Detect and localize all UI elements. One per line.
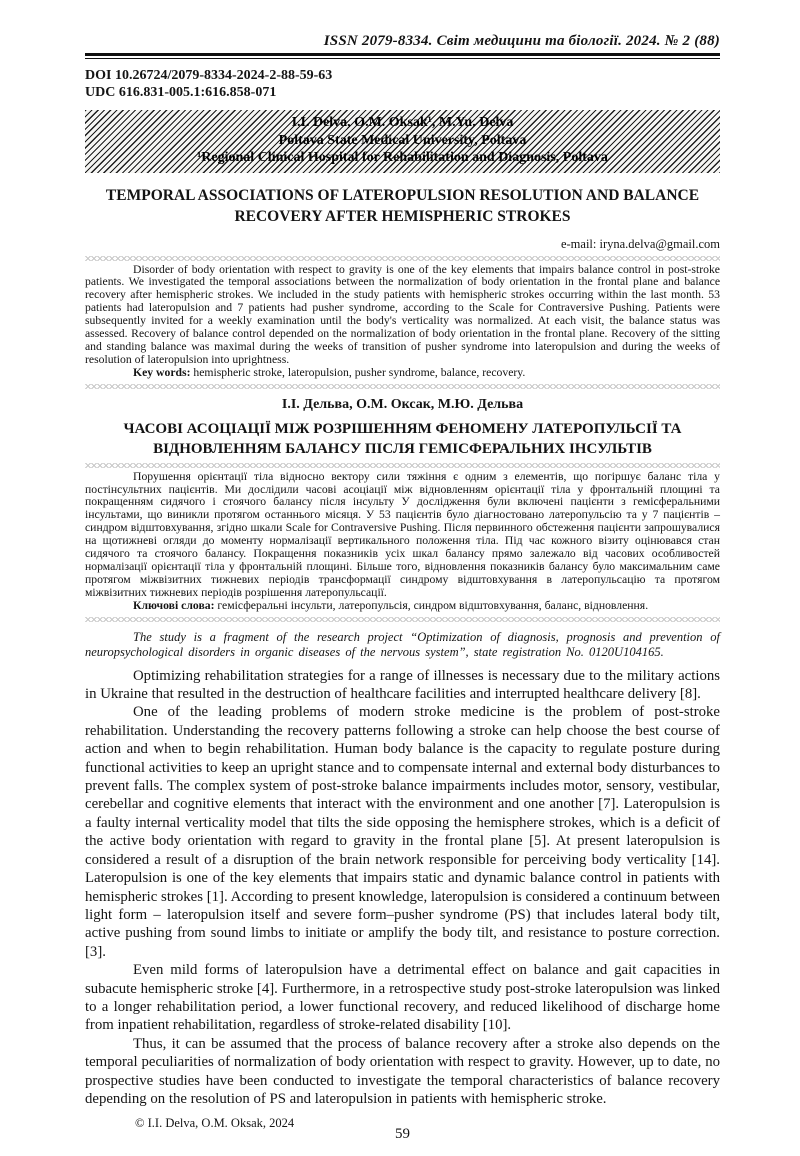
separator-zigzag (85, 384, 720, 389)
abstract-ua-section (85, 471, 720, 613)
research-project-note: The study is a fragment of the research project “Optimization of diagnosis, prognosis and prevention of neuropsychological disorders in organic diseases of the nervous system”, state registration No. 0120U104165. (85, 629, 720, 659)
keywords-ua-line (85, 600, 720, 613)
separator-zigzag (85, 617, 720, 622)
body-paragraph: One of the leading problems of modern stroke medicine is the problem of post-stroke rehabilitation. Understanding the recovery patterns following a stroke can help choose the best course of action and when to begin rehabilitation. Human body balance is the capacity to regulate posture during functional activities to keep an upright stance and to compensate internal and external body disturbances to prevent falls. The complex system of post-stroke balance impairments includes motor, sensory, vestibular, cerebellar and cognitive elements that interact with the environment and one another [7]. Lateropulsion is a faulty internal verticality model that tilts the side opposing the hemisphere strokes, which is a deficit of the active body orientation with regard to gravity in the frontal plane [5]. At present lateropulsion is considered a result of a disruption of the brain network responsible for perceiving body verticality [14]. Lateropulsion is one of the key elements that impairs static and dynamic balance control in patients with hemispheric strokes [1]. According to present knowledge, lateropulsion is considered a continuum between light form – lateropulsion itself and severe form–pusher syndrome (PS) that includes lateral body tilt, active pushing from sound limbs to initiate or amplify the body tilt, and resistance to posture correction. [3]. (85, 704, 720, 960)
keywords-ua-label: Ключові слова: (133, 598, 215, 612)
doi-line: DOI 10.26724/2079-8334-2024-2-88-59-63 (85, 68, 333, 83)
keywords-ua-list: гемісферальні інсульти, латеропульсія, синдром відштовхування, баланс, відновлення. (214, 598, 649, 612)
header-rule (85, 53, 720, 59)
separator-zigzag (85, 463, 720, 468)
authors-ua: І.І. Дельва, О.М. Оксак, М.Ю. Дельва (281, 396, 524, 412)
keywords-en-list: hemispheric stroke, lateropulsion, pusher syndrome, balance, recovery. (190, 365, 526, 379)
copyright-line: © I.I. Delva, O.M. Oksak, 2024 (135, 1116, 295, 1131)
abstract-en-text: Disorder of body orientation with respect to gravity is one of the key elements that impairs balance control in post-stroke patients. We investigated the temporal associations between the normalization of body orientation in the frontal plane and balance recovery after hemispheric strokes. We included in the study patients with hemispheric strokes occurring within the last month. 53 patients had lateropulsion and 7 patients had pusher syndrome, according to the Scale for Contraversive Pushing. Patients were subsequently invited for a weekly examination until the body's verticality was normalized. At each visit, the balance status was assessed. Recovery of balance control depended on the normalization of body orientation in the frontal plane. Recovery of the sitting and standing balance was maximal during the weeks of transition of pusher syndrome into lateropulsion and during the weeks of resolution of lateropulsion into uprightness. (85, 262, 720, 366)
affiliation-university: Poltava State Medical University, Poltava (278, 132, 527, 148)
keywords-en-line (85, 367, 720, 380)
udc-line: UDC 616.831-005.1:616.858-071 (85, 85, 277, 100)
journal-issn-header: ISSN 2079-8334. Світ медицини та біології. 2024. № 2 (88) (323, 33, 720, 49)
body-paragraph: Optimizing rehabilitation strategies for a range of illnesses is necessary due to the military actions in Ukraine that resulted in the destruction of healthcare facilities and interrupted healthcare delivery [8]. (85, 667, 720, 703)
author-email: e-mail: iryna.delva@gmail.com (560, 236, 720, 251)
article-title-ua: ЧАСОВІ АСОЦІАЦІЇ МІЖ РОЗРІШЕННЯМ ФЕНОМЕНУ ЛАТЕРОПУЛЬСІЇ ТА ВІДНОВЛЕННЯМ БАЛАНСУ ПІСЛЯ ГЕМІСФЕРАЛЬНИХ ІНСУЛЬТІВ (123, 420, 682, 457)
affiliation-hospital: ¹Regional Clinical Hospital for Rehabilitation and Diagnosis, Poltava (197, 150, 608, 165)
page-footer (85, 1116, 720, 1156)
separator-zigzag (85, 256, 720, 261)
abstract-en-section (85, 264, 720, 380)
keywords-en-label: Key words: (133, 365, 191, 379)
authors-affiliations-block (85, 110, 720, 173)
page-number: 59 (395, 1126, 410, 1143)
body-paragraph: Even mild forms of lateropulsion have a detrimental effect on balance and gait capacities in subacute hemispheric stroke [4]. Furthermore, in a retrospective study post-stroke lateropulsion was linked to a longer rehabilitation period, a lower functional recovery, and reduced likelihood of discharge home from inpatient rehabilitation, regardless of stroke-related disability [10]. (85, 962, 720, 1034)
abstract-ua-text: Порушення орієнтації тіла відносно вектору сили тяжіння є одним з елементів, що погіршує баланс тіла у постінсультних пацієнтів. Ми дослідили часові асоціації між відновленням орієнтації тіла у фронтальній площині та покращенням сидячого і стоячого балансу після інсульту У дослідження були включені пацієнти з гемісферальними інсультами, що виникли протягом останнього місяця. У 53 пацієнтів було діагностовано латеропульсію та у 7 пацієнтів – синдром відштовхування, згідно шкали Scale for Contraversive Pushing. Після первинного обстеження пацієнти запрошувалися на щотижневі огляди до моменту нормалізації вертикального положення тіла. Під час кожного візиту оцінювався стан сидячого та стоячого балансу. Покращення показників усіх шкал балансу прямо залежало від часових особливостей нормалізації орієнтації тіла у фронтальній площині. Більше того, відновлення показників балансу було максимальним саме протягом міжвізитних тижневих періодів трансформації синдрому відштовхування в латеропульсацію та протягом міжвізитних тижневих періодів розрішення латеропульсації. (85, 469, 720, 599)
body-paragraph: Thus, it can be assumed that the process of balance recovery after a stroke also depends on the temporal peculiarities of normalization of body orientation with respect to gravity. However, up to date, no prospective studies have been conducted to investigate the temporal characteristics of balance recovery depending on the resolution of PS and lateropulsion in patients with hemispheric stroke. (85, 1035, 720, 1107)
authors-en: I.I. Delva, O.M. Oksak¹, M.Yu. Delva (291, 115, 514, 130)
article-title-en: TEMPORAL ASSOCIATIONS OF LATEROPULSION RESOLUTION AND BALANCE RECOVERY AFTER HEMISPHERIC STROKES (105, 186, 700, 225)
